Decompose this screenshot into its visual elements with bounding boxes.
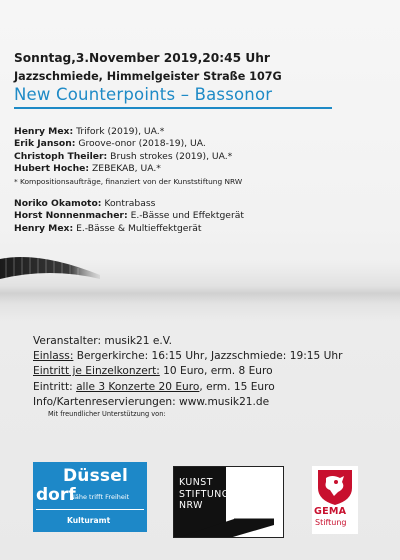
gema-wordmark: GEMA (314, 506, 347, 517)
admission-label: Einlass: (33, 350, 74, 363)
admission-line (33, 349, 342, 364)
performer-name: Horst Nonnenmacher: (14, 210, 128, 222)
composer-name: Henry Mex: (14, 126, 74, 137)
gema-stiftung-logo (312, 466, 358, 534)
performer-role: E.-Bässe und Effektgerät (127, 210, 244, 222)
all-concerts-reduced: , erm. 15 Euro (199, 380, 275, 393)
logo-line-stiftung: STIFTUNG (179, 488, 230, 500)
performer-item (14, 210, 244, 222)
program-list (14, 126, 242, 187)
single-ticket-line (33, 364, 342, 379)
logo-text (179, 477, 230, 512)
concert-title: New Counterpoints – Bassonor (14, 85, 332, 109)
performer-name: Noriko Okamoto: (14, 198, 102, 209)
performer-item (14, 198, 244, 210)
admission-times: Bergerkirche: 16:15 Uhr, Jazzschmiede: 19:15 Uhr (73, 350, 343, 363)
work-title: Brush strokes (2019), UA.* (107, 150, 233, 162)
single-ticket-label: Eintritt je Einzelkonzert: (33, 365, 160, 378)
logo-text-dorf: dorf (36, 485, 76, 505)
program-item (14, 163, 242, 175)
organizer-line: Veranstalter: musik21 e.V. (33, 335, 173, 347)
logo-claim: Nähe trifft Freiheit (70, 493, 130, 501)
logo-text-duessel: Düssel (63, 466, 129, 486)
work-title: ZEBEKAB, UA.* (89, 163, 161, 175)
support-heading: Mit freundlicher Unterstützung von: (48, 410, 166, 418)
composer-name: Hubert Hoche: (14, 163, 90, 175)
all-concerts-line (33, 380, 342, 395)
performer-role: E.-Bässe & Multieffektgerät (73, 222, 202, 234)
commission-footnote: * Kompositionsaufträge, finanziert von der Kunststiftung NRW (14, 176, 243, 186)
work-title: Trifork (2019), UA.* (73, 126, 165, 137)
performer-name: Henry Mex: (14, 222, 74, 234)
all-concerts-label: Eintritt: (33, 380, 77, 393)
work-title: Groove-onor (2018-19), UA. (75, 138, 206, 150)
logo-department: Kulturamt (67, 516, 111, 525)
logo-line-kunst: KUNST (179, 477, 213, 488)
duesseldorf-kulturamt-logo (33, 462, 147, 532)
all-concerts-offer: alle 3 Konzerte 20 Euro (76, 380, 200, 393)
event-info (33, 334, 342, 410)
kunststiftung-nrw-logo (173, 466, 284, 538)
single-ticket-price: 10 Euro, erm. 8 Euro (159, 365, 273, 378)
event-date-time: Sonntag,3.November 2019,20:45 Uhr (14, 51, 270, 65)
logo-divider (36, 509, 144, 510)
logo-line-nrw: NRW (179, 500, 203, 512)
composer-name: Erik Janson: (14, 138, 76, 150)
program-item (14, 151, 242, 163)
program-item (14, 138, 242, 150)
dark-curved-shape (0, 245, 100, 295)
tickets-website-line: Info/Kartenreservierungen: www.musik21.de (33, 395, 270, 408)
gema-emblem-icon (312, 466, 358, 506)
program-item (14, 126, 242, 138)
composer-name: Christoph Theiler: (14, 150, 108, 162)
performer-list (14, 198, 244, 235)
gema-subtitle: Stiftung (315, 518, 347, 527)
performer-item (14, 223, 244, 235)
event-venue: Jazzschmiede, Himmelgeister Straße 107G (14, 70, 282, 83)
performer-role: Kontrabass (101, 198, 156, 209)
